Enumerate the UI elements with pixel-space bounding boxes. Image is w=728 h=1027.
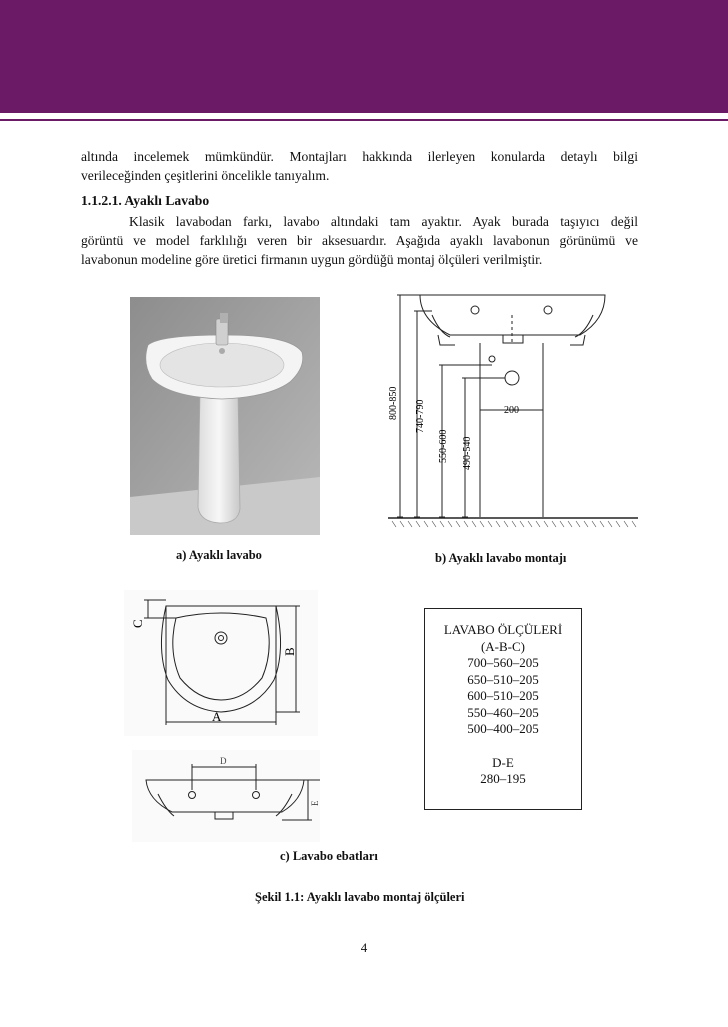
installation-diagram [380,285,642,537]
dimensions-row: 500–400–205 [467,721,539,736]
paragraph-line: altında incelemek mümkündür. Montajları hakkında ilerleyen konularda detaylı bilgi [81,149,638,164]
caption-b: b) Ayaklı lavabo montajı [435,551,567,565]
label-e: E [310,800,320,806]
dimension-800-850: 800-850 [388,386,399,420]
dimension-550-600: 550-600 [438,429,449,463]
dimensions-box [424,608,582,810]
label-d: D [220,756,227,766]
paragraph-intro [81,147,638,185]
dimensions-abc-label: (A-B-C) [480,638,526,654]
caption-c: c) Lavabo ebatları [280,849,378,863]
header-divider-line [0,119,728,121]
dimensions-row: 650–510–205 [467,671,539,687]
paragraph-line: Klasik lavabodan farkı, lavabo altındaki tam ayaktır. Ayak burada taşıyıcı değil [129,214,638,229]
label-c: C [130,619,145,628]
dimensions-title: LAVABO ÖLÇÜLERİ [443,622,563,637]
caption-a: a) Ayaklı lavabo [176,548,262,562]
header-band [0,0,728,113]
paragraph-line: verileceğinden çeşitlerini öncelikle tanıyalım. [81,168,330,183]
page-number: 4 [360,940,368,955]
paragraph-description [81,212,638,269]
pedestal-basin-photo [130,297,320,535]
dimension-490-540: 490-540 [462,436,473,470]
dimensions-row: 550–460–205 [467,704,539,720]
basin-top-view [124,590,318,736]
section-heading: 1.1.2.1. Ayaklı Lavabo [81,193,210,208]
dimensions-row: 600–510–205 [467,688,539,703]
dimension-200: 200 [504,405,519,416]
dimension-740-790: 740-790 [415,399,426,433]
basin-front-view [132,750,320,842]
dimensions-de-label: D-E [492,754,514,770]
label-a: A [212,709,222,724]
dimensions-row: 700–560–205 [467,655,539,670]
paragraph-line: görüntü ve model farklılığı veren bir aksesuardır. Aşağıda ayaklı lavabonun görünümü ve [81,233,638,248]
figure-caption: Şekil 1.1: Ayaklı lavabo montaj ölçüleri [255,890,465,904]
label-b: B [282,647,297,656]
dimensions-de-value: 280–195 [480,771,526,786]
paragraph-line: lavabonun modeline göre üretici firmanın uygun gördüğü montaj ölçüleri verilmiştir. [81,252,543,267]
